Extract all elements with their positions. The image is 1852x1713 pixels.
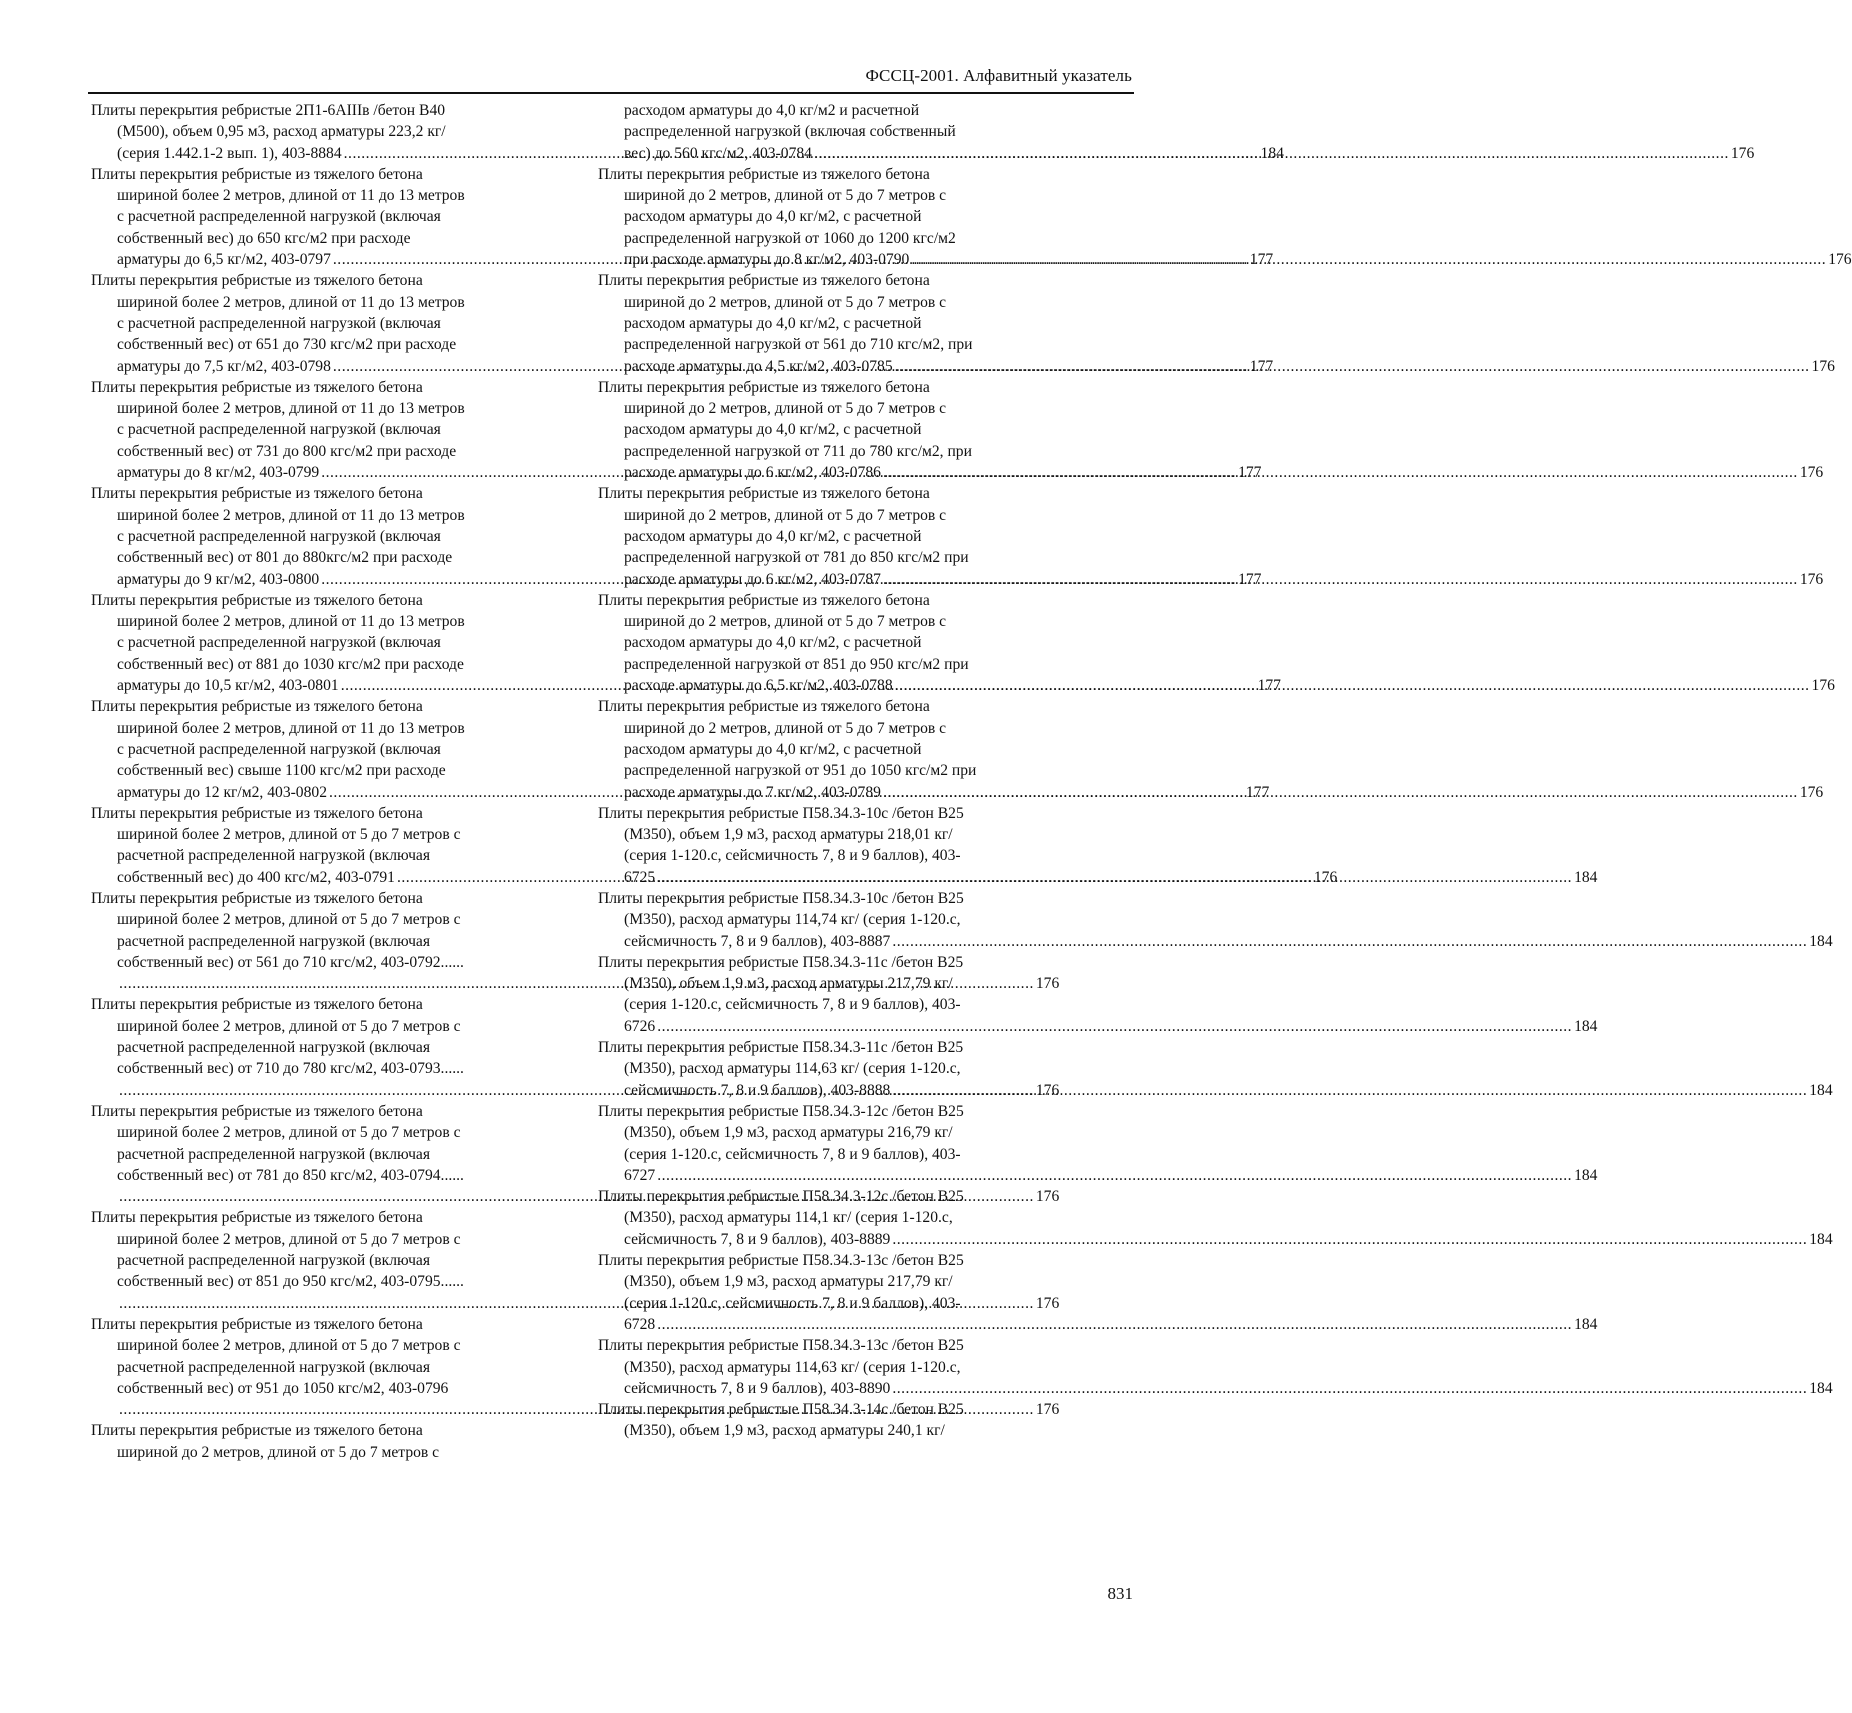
- entry-page-ref: 177: [1238, 464, 1262, 482]
- entry-title-line: Плиты перекрытия ребристые из тяжелого бетона: [598, 591, 930, 609]
- entry-line: расходом арматуры до 4,0 кг/м2, с расчетной: [624, 421, 922, 439]
- entry-text: при расходе арматуры до 8 кг/м2, 403-0790: [624, 251, 910, 269]
- dot-leader: [895, 675, 1810, 696]
- entry-line: собственный вес) до 650 кгс/м2 при расходе: [117, 229, 411, 247]
- entry-line: шириной более 2 метров, длиной от 5 до 7 метров с: [117, 1337, 461, 1355]
- entry-title-line: Плиты перекрытия ребристые из тяжелого бетона: [91, 378, 423, 396]
- entry-text: арматуры до 9 кг/м2, 403-0800: [117, 570, 320, 588]
- entry-line: шириной более 2 метров, длиной от 5 до 7 метров с: [117, 1230, 461, 1248]
- entry-line: распределенной нагрузкой от 851 до 950 кгс/м2 при: [624, 655, 969, 673]
- dot-leader: [657, 1016, 1572, 1037]
- index-entry: [598, 1101, 1598, 1186]
- entry-line: шириной более 2 метров, длиной от 11 до 13 метров: [117, 719, 465, 737]
- entry-title-line: Плиты перекрытия ребристые из тяжелого бетона: [598, 165, 930, 183]
- entry-line: с расчетной распределенной нагрузкой (включая: [117, 634, 441, 652]
- entry-line: собственный вес) от 851 до 950 кгс/м2, 403-0795......: [117, 1273, 464, 1291]
- entry-line: шириной более 2 метров, длиной от 11 до 13 метров: [117, 293, 465, 311]
- dot-leader: [657, 867, 1572, 888]
- dot-leader: [657, 1314, 1572, 1335]
- dot-leader: [911, 249, 1826, 270]
- entry-page-ref: 177: [1249, 251, 1274, 269]
- entry-line: шириной более 2 метров, длиной от 11 до 13 метров: [117, 506, 465, 524]
- entry-text: (серия 1.442.1-2 вып. 1), 403-8884: [117, 144, 342, 162]
- entry-text: арматуры до 7,5 кг/м2, 403-0798: [117, 357, 331, 375]
- entry-text: расходе арматуры до 6,5 кг/м2, 403-0788: [624, 677, 893, 695]
- entry-text: арматуры до 8 кг/м2, 403-0799: [117, 464, 320, 482]
- dot-leader: [892, 1080, 1807, 1101]
- entry-line: шириной до 2 метров, длиной от 5 до 7 метров с: [624, 187, 947, 205]
- dot-leader: [657, 1165, 1572, 1186]
- entry-title-line: Плиты перекрытия ребристые П58.34.3-13с /бетон В25: [598, 1252, 964, 1270]
- entry-line: с расчетной распределенной нагрузкой (включая: [117, 208, 441, 226]
- dot-leader: [883, 569, 1798, 590]
- entry-page-ref: 177: [1245, 783, 1270, 801]
- entry-page-ref: 176: [1811, 677, 1835, 695]
- entry-line: шириной до 2 метров, длиной от 5 до 7 метров с: [624, 293, 947, 311]
- entry-line: расходом арматуры до 4,0 кг/м2, с расчетной: [624, 740, 922, 758]
- entry-line: (М350), расход арматуры 114,63 кг/ (серия 1-120.с,: [624, 1358, 961, 1376]
- entry-text: расходе арматуры до 6 кг/м2, 403-0786: [624, 464, 881, 482]
- entry-page-ref: 177: [1249, 357, 1274, 375]
- entry-page-ref: 184: [1574, 1017, 1598, 1035]
- entry-line: собственный вес) от 710 до 780 кгс/м2, 403-0793......: [117, 1060, 464, 1078]
- entry-line: [598, 1016, 1598, 1037]
- entry-page-ref: 176: [1811, 357, 1835, 375]
- entry-title-line: Плиты перекрытия ребристые П58.34.3-12с /бетон В25: [598, 1102, 964, 1120]
- entry-line: шириной до 2 метров, длиной от 5 до 7 метров с: [624, 506, 947, 524]
- entry-title-line: Плиты перекрытия ребристые П58.34.3-10с /бетон В25: [598, 889, 964, 907]
- entry-line: (серия 1-120.с, сейсмичность 7, 8 и 9 баллов), 403-: [624, 1294, 961, 1312]
- entry-page-ref: 177: [1257, 677, 1281, 695]
- dot-leader: [883, 782, 1798, 803]
- entry-text: сейсмичность 7, 8 и 9 баллов), 403-8887: [624, 932, 891, 950]
- entry-line: расчетной распределенной нагрузкой (включая: [117, 932, 431, 950]
- entry-page-ref: 176: [1799, 464, 1824, 482]
- entry-line: с расчетной распределенной нагрузкой (включая: [117, 740, 441, 758]
- entry-title-line: Плиты перекрытия ребристые из тяжелого бетона: [91, 1315, 423, 1333]
- entry-text: 6727: [624, 1166, 656, 1184]
- entry-line: распределенной нагрузкой от 781 до 850 кгс/м2 при: [624, 549, 969, 567]
- entry-line: (М350), объем 1,9 м3, расход арматуры 217,79 кг/: [624, 975, 953, 993]
- entry-line: собственный вес) от 881 до 1030 кгс/м2 при расходе: [117, 655, 464, 673]
- entry-title-line: Плиты перекрытия ребристые П58.34.3-12с /бетон В25: [598, 1188, 964, 1206]
- entry-line: распределенной нагрузкой от 711 до 780 кгс/м2, при: [624, 442, 972, 460]
- entry-line: расходом арматуры до 4,0 кг/м2, с расчетной: [624, 208, 922, 226]
- entry-line: собственный вес) от 781 до 850 кгс/м2, 403-0794......: [117, 1166, 464, 1184]
- entry-line: (серия 1-120.с, сейсмичность 7, 8 и 9 баллов), 403-: [624, 1145, 961, 1163]
- entry-page-ref: 176: [1035, 975, 1060, 993]
- index-entry: [598, 1399, 1036, 1442]
- entry-page-ref: 184: [1809, 1081, 1833, 1099]
- entry-line: расходом арматуры до 4,0 кг/м2, с расчетной: [624, 527, 922, 545]
- entry-page-ref: 176: [1799, 783, 1824, 801]
- entry-line: с расчетной распределенной нагрузкой (включая: [117, 527, 441, 545]
- entry-line: собственный вес) от 801 до 880кгс/м2 при расходе: [117, 549, 453, 567]
- entry-page-ref: 176: [1730, 144, 1755, 162]
- entry-title-line: Плиты перекрытия ребристые 2П1-6АIIIв /бетон В40: [91, 102, 446, 119]
- entry-title-line: Плиты перекрытия ребристые из тяжелого бетона: [598, 378, 930, 396]
- entry-text: расходе арматуры до 4,5 кг/м2, 403-0785: [624, 357, 893, 375]
- entry-page-ref: 184: [1574, 1315, 1598, 1333]
- entry-page-ref: 184: [1574, 1166, 1598, 1184]
- entry-text: арматуры до 12 кг/м2, 403-0802: [117, 783, 327, 801]
- entry-text: сейсмичность 7, 8 и 9 баллов), 403-8888: [624, 1081, 891, 1099]
- entry-line: собственный вес) от 951 до 1050 кгс/м2, 403-0796: [117, 1379, 449, 1397]
- entry-page-ref: 177: [1238, 570, 1262, 588]
- entry-title-line: Плиты перекрытия ребристые из тяжелого бетона: [91, 485, 423, 503]
- entry-line: (М350), объем 1,9 м3, расход арматуры 240,1 кг/: [624, 1422, 945, 1440]
- entry-page-ref: 184: [1809, 1379, 1833, 1397]
- entry-line: шириной до 2 метров, длиной от 5 до 7 метров с: [624, 400, 947, 418]
- entry-line: расходом арматуры до 4,0 кг/м2, с расчетной: [624, 314, 922, 332]
- entry-line: распределенной нагрузкой от 561 до 710 кгс/м2, при: [624, 336, 973, 354]
- entry-line: шириной более 2 метров, длиной от 11 до 13 метров: [117, 400, 465, 418]
- entry-line: распределенной нагрузкой от 951 до 1050 кгс/м2 при: [624, 762, 977, 780]
- entry-line: расчетной распределенной нагрузкой (включая: [117, 1039, 431, 1057]
- index-entry: [91, 1420, 510, 1463]
- entry-title-line: Плиты перекрытия ребристые из тяжелого бетона: [598, 272, 930, 290]
- dot-leader: [892, 1229, 1807, 1250]
- entry-line: (М350), расход арматуры 114,63 кг/ (серия 1-120.с,: [624, 1060, 961, 1078]
- entry-text: вес) до 560 кгс/м2, 403-0784: [624, 144, 812, 162]
- entry-line: (М350), расход арматуры 114,1 кг/ (серия 1-120.с,: [624, 1209, 953, 1227]
- entry-line: расчетной распределенной нагрузкой (включая: [117, 847, 431, 865]
- dot-leader: [883, 462, 1798, 483]
- entry-line: с расчетной распределенной нагрузкой (включая: [117, 314, 441, 332]
- entry-text: сейсмичность 7, 8 и 9 баллов), 403-8889: [624, 1230, 891, 1248]
- entry-line: шириной более 2 метров, длиной от 11 до 13 метров: [117, 613, 465, 631]
- entry-line: (серия 1-120.с, сейсмичность 7, 8 и 9 баллов), 403-: [624, 996, 961, 1014]
- entry-title-line: Плиты перекрытия ребристые из тяжелого бетона: [91, 804, 423, 822]
- entry-title-line: Плиты перекрытия ребристые П58.34.3-10с /бетон В25: [598, 804, 964, 822]
- entry-line: шириной более 2 метров, длиной от 5 до 7 метров с: [117, 1017, 461, 1035]
- entry-line: шириной более 2 метров, длиной от 5 до 7 метров с: [117, 1124, 461, 1142]
- entry-page-ref: 184: [1809, 1230, 1833, 1248]
- entry-line: шириной до 2 метров, длиной от 5 до 7 метров с: [624, 719, 947, 737]
- entry-page-ref: 184: [1574, 868, 1598, 886]
- entry-page-ref: 176: [1035, 1294, 1060, 1312]
- entry-line: расходом арматуры до 4,0 кг/м2, с расчетной: [624, 634, 922, 652]
- entry-title-line: Плиты перекрытия ребристые из тяжелого бетона: [598, 698, 930, 716]
- entry-line: [598, 1165, 1598, 1186]
- page-header-title: ФССЦ-2001. Алфавитный указатель: [865, 66, 1132, 85]
- entry-title-line: Плиты перекрытия ребристые из тяжелого бетона: [91, 1422, 423, 1440]
- entry-line: [598, 1314, 1598, 1335]
- entry-line: [598, 1378, 1833, 1399]
- entry-line: собственный вес) от 651 до 730 кгс/м2 при расходе: [117, 336, 457, 354]
- entry-title-line: Плиты перекрытия ребристые П58.34.3-13с /бетон В25: [598, 1337, 964, 1355]
- entry-line: собственный вес) от 561 до 710 кгс/м2, 403-0792......: [117, 953, 464, 971]
- entry-title-line: Плиты перекрытия ребристые из тяжелого бетона: [598, 485, 930, 503]
- entry-line: шириной более 2 метров, длиной от 5 до 7 метров с: [117, 911, 461, 929]
- entry-line: собственный вес) свыше 1100 кгс/м2 при расходе: [117, 762, 446, 780]
- entry-line: [598, 1229, 1833, 1250]
- entry-page-ref: 176: [1313, 868, 1338, 886]
- entry-line: шириной до 2 метров, длиной от 5 до 7 метров с: [117, 1443, 440, 1461]
- entry-line: шириной более 2 метров, длиной от 5 до 7 метров с: [117, 826, 461, 844]
- entry-title-line: Плиты перекрытия ребристые из тяжелого бетона: [91, 1209, 423, 1227]
- dot-leader: [892, 1378, 1807, 1399]
- entry-title-line: Плиты перекрытия ребристые П58.34.3-14с /бетон В25: [598, 1401, 964, 1419]
- entry-text: сейсмичность 7, 8 и 9 баллов), 403-8890: [624, 1379, 891, 1397]
- entry-title-line: Плиты перекрытия ребристые из тяжелого бетона: [91, 996, 423, 1014]
- entry-title-line: Плиты перекрытия ребристые из тяжелого бетона: [91, 698, 423, 716]
- entry-page-ref: 184: [1260, 144, 1284, 162]
- entry-title-line: Плиты перекрытия ребристые из тяжелого бетона: [91, 889, 423, 907]
- entry-page-ref: 176: [1828, 251, 1852, 269]
- dot-leader: [895, 356, 1810, 377]
- index-entry: [598, 1335, 1833, 1399]
- entry-line: [598, 931, 1833, 952]
- entry-line: (М350), объем 1,9 м3, расход арматуры 217,79 кг/: [624, 1273, 953, 1291]
- entry-line: (серия 1-120.с, сейсмичность 7, 8 и 9 баллов), 403-: [624, 847, 961, 865]
- entry-text: 6726: [624, 1017, 656, 1035]
- entry-page-ref: 176: [1035, 1401, 1060, 1419]
- entry-text: арматуры до 6,5 кг/м2, 403-0797: [117, 251, 331, 269]
- entry-page-ref: 176: [1799, 570, 1824, 588]
- entry-page-ref: 184: [1809, 932, 1833, 950]
- dot-leader: [814, 143, 1729, 164]
- header-rule: [88, 92, 1134, 94]
- entry-line: расчетной распределенной нагрузкой (включая: [117, 1252, 431, 1270]
- entry-page-ref: 176: [1035, 1188, 1060, 1206]
- entry-title-line: Плиты перекрытия ребристые П58.34.3-11с /бетон В25: [598, 1039, 964, 1057]
- entry-line: (М500), объем 0,95 м3, расход арматуры 223,2 кг/: [117, 123, 446, 141]
- entry-line: расчетной распределенной нагрузкой (включая: [117, 1145, 431, 1163]
- entry-line: собственный вес) от 731 до 800 кгс/м2 при расходе: [117, 442, 457, 460]
- entry-line: распределенной нагрузкой (включая собственный: [624, 123, 956, 141]
- page-number: 831: [1107, 1584, 1133, 1603]
- entry-line: расчетной распределенной нагрузкой (включая: [117, 1358, 431, 1376]
- entry-title-line: Плиты перекрытия ребристые П58.34.3-11с /бетон В25: [598, 953, 964, 971]
- entry-title-line: Плиты перекрытия ребристые из тяжелого бетона: [91, 272, 423, 290]
- dot-leader: [892, 931, 1807, 952]
- entry-line: шириной более 2 метров, длиной от 11 до 13 метров: [117, 187, 465, 205]
- entry-title-line: расходом арматуры до 4,0 кг/м2 и расчетной: [624, 102, 920, 119]
- entry-title-line: Плиты перекрытия ребристые из тяжелого бетона: [91, 591, 423, 609]
- entry-text: собственный вес) до 400 кгс/м2, 403-0791: [117, 868, 395, 886]
- entry-text: расходе арматуры до 6 кг/м2, 403-0787: [624, 570, 881, 588]
- entry-line: (М350), расход арматуры 114,74 кг/ (серия 1-120.с,: [624, 911, 961, 929]
- entry-text: арматуры до 10,5 кг/м2, 403-0801: [117, 677, 339, 695]
- index-column-right: [598, 100, 1852, 1442]
- entry-text: 6728: [624, 1315, 656, 1333]
- entry-line: распределенной нагрузкой от 1060 до 1200 кгс/м2: [624, 229, 956, 247]
- entry-page-ref: 176: [1035, 1081, 1060, 1099]
- index-entry: [598, 888, 1833, 952]
- entry-line: (М350), объем 1,9 м3, расход арматуры 216,79 кг/: [624, 1124, 953, 1142]
- entry-title-line: Плиты перекрытия ребристые из тяжелого бетона: [91, 165, 423, 183]
- entry-line: шириной до 2 метров, длиной от 5 до 7 метров с: [624, 613, 947, 631]
- entry-line: (М350), объем 1,9 м3, расход арматуры 218,01 кг/: [624, 826, 953, 844]
- entry-title-line: Плиты перекрытия ребристые из тяжелого бетона: [91, 1102, 423, 1120]
- entry-text: расходе арматуры до 7 кг/м2, 403-0789: [624, 783, 881, 801]
- entry-text: 6725: [624, 868, 656, 886]
- entry-line: с расчетной распределенной нагрузкой (включая: [117, 421, 441, 439]
